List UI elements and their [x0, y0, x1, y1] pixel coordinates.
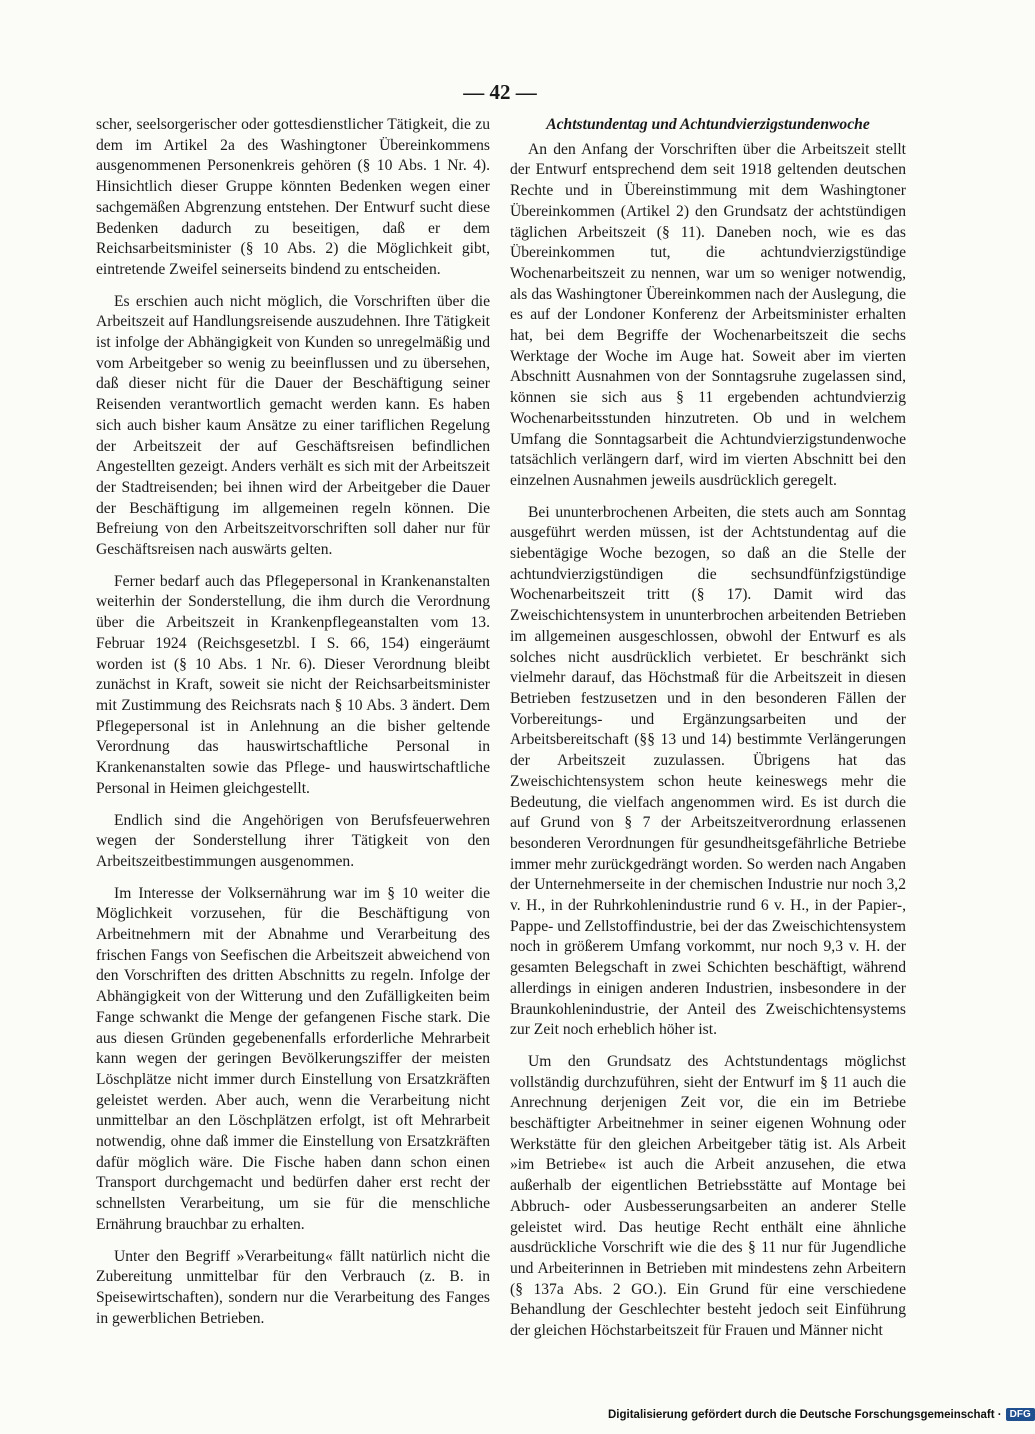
left-column: [96, 115, 490, 1340]
paragraph: Bei ununterbrochenen Arbeiten, die stets auch am Sonntag ausgeführt werden müssen, ist der Achtstundentag auf die siebentägige Woche bezogen, so daß an die Stelle der achtundvierzigstündigen die sechsundfünfzigstündige Wochenarbeitszeit tritt (§ 17). Damit wird das Zweischichtensystem in ununterbrochen arbeitenden Betrieben im allgemeinen ausgeschlossen, obwohl der Entwurf es als solches nicht ausdrücklich verbietet. Er beschränkt sich vielmehr darauf, das Höchstmaß für die Arbeitszeit in diesen Betrieben festzusetzen und in den besonderen Fällen der Vorbereitungs- und Ergänzungsarbeiten und der Arbeitsbereitschaft (§§ 13 und 14) bestimmte Verlängerungen der Arbeitszeit zuzulassen. Übrigens hat das Zweischichtensystem schon heute keineswegs mehr die Bedeutung, die vielfach angenommen wird. Es ist durch die auf Grund von § 7 der Arbeitszeitverordnung erlassenen besonderen Verordnungen für gesundheitsgefährliche Betriebe immer mehr zurückgedrängt worden. So werden nach Angaben der Unternehmerseite in der chemischen Industrie nur noch 3,2 v. H., in der Ruhrkohlenindustrie rund 6 v. H., in der Papier-, Pappe- und Zellstoffindustrie, bei der das Zweischichtensystem noch in größerem Umfang vorkommt, nur noch 9,3 v. H. der gesamten Belegschaft in zwei Schichten beschäftigt, während allerdings in einigen anderen Industrien, insbesondere in der Braunkohlenindustrie, der Anteil des Zweischichtensystems zur Zeit noch erheblich höher ist.: [510, 503, 906, 1039]
dfg-logo: DFG: [1006, 1408, 1035, 1421]
right-column: [510, 115, 906, 1353]
paragraph: Unter den Begriff »Verarbeitung« fällt natürlich nicht die Zubereitung unmittelbar für den Verbrauch (z. B. in Speisewirtschaften), sondern nur die Verarbeitung des Fanges in gewerblichen Betrieben.: [96, 1247, 490, 1327]
footer-text: Digitalisierung gefördert durch die Deutsche Forschungsgemeinschaft ·: [608, 1408, 1002, 1421]
page-number: — 42 —: [463, 80, 537, 104]
paragraph: scher, seelsorgerischer oder gottesdienstlicher Tätigkeit, die zu dem im Artikel 2a des Washingtoner Übereinkommens ausgenommenen Personenkreis gehören (§ 10 Abs. 1 Nr. 4). Hinsichtlich dieser Gruppe könnten Bedenken wegen einer sachgemäßen Abgrenzung entstehen. Der Entwurf sucht diese Bedenken dadurch zu beseitigen, daß er dem Reichsarbeitsminister (§ 10 Abs. 2) die Möglichkeit gibt, eintretende Zweifel seinerseits bindend zu entscheiden.: [96, 116, 490, 278]
section-heading: Achtstundentag und Achtundvierzigstundenwoche: [546, 116, 870, 133]
paragraph: Im Interesse der Volksernährung war im § 10 weiter die Möglichkeit vorzusehen, für die Beschäftigung von Arbeitnehmern mit der Abnahme und Verarbeitung des frischen Fangs von Seefischen die Arbeitszeit abweichend von den Vorschriften des dritten Abschnitts zu regeln. Infolge der Abhängigkeit von der Witterung und den Zufälligkeiten beim Fange schwankt die Menge der gefangenen Fische stark. Die aus diesen Gründen gegebenenfalls erforderliche Mehrarbeit kann wegen der geringen Bevölkerungsziffer der meisten Löschplätze nicht immer durch Einstellung von Ersatzkräften geleistet werden. Aber auch, wenn die Verarbeitung nicht unmittelbar an den Löschplätzen erfolgt, ist oft Mehrarbeit notwendig, ohne daß immer die Einstellung von Ersatzkräften dafür möglich wäre. Die Fische haben dann schon einen Transport durchgemacht und bedürfen daher erst recht der schnellsten Verarbeitung, um sie für die menschliche Ernährung brauchbar zu erhalten.: [96, 884, 490, 1233]
footer: [608, 1408, 1035, 1421]
paragraph: An den Anfang der Vorschriften über die Arbeitszeit stellt der Entwurf entsprechend dem seit 1918 geltenden deutschen Rechte und in Übereinstimmung mit dem Washingtoner Übereinkommen (Artikel 2) den Grundsatz der achtstündigen täglichen Arbeitszeit (§ 11). Daneben noch, wie es das Übereinkommen tut, die achtundvierzigstündige Wochenarbeitszeit zu nennen, war um so weniger notwendig, als das Washingtoner Übereinkommen nach der Auslegung, die es auf der Londoner Konferenz der Arbeitsminister erhalten hat, bei dem Begriffe der Wochenarbeitszeit die sechs Werktage der Woche im Auge hat. Soweit aber im vierten Abschnitt Ausnahmen von der Sonntagsruhe zugelassen sind, können sie sich aus § 11 ergebenden achtundvierzig Wochenarbeitsstunden hinzutreten. Ob und in welchem Umfang die Sonntagsarbeit die Achtundvierzigstundenwoche tatsächlich verlängern darf, wird im vierten Abschnitt bei den einzelnen Ausnahmen jeweils ausdrücklich geregelt.: [510, 140, 906, 489]
paragraph: Endlich sind die Angehörigen von Berufsfeuerwehren wegen der Sonderstellung ihrer Tätigkeit von den Arbeitszeitbestimmungen ausgenommen.: [96, 811, 490, 870]
paragraph: Um den Grundsatz des Achtstundentags möglichst vollständig durchzuführen, sieht der Entwurf im § 11 auch die Anrechnung derjenigen Zeit vor, die ein im Betriebe beschäftigter Arbeitnehmer in seiner eigenen Wohnung oder Werkstätte für den gleichen Arbeitgeber tätig ist. Als Arbeit »im Betriebe« ist auch die Arbeit anzusehen, die etwa außerhalb der eigentlichen Betriebsstätte auf Montage bei Abbruch- oder Ausbesserungsarbeiten an anderer Stelle geleistet wird. Das heutige Recht enthält eine ähnliche ausdrückliche Vorschrift wie die des § 11 nur für Jugendliche und Arbeiterinnen in Betrieben mit mindestens zehn Arbeitern (§ 137a Abs. 2 GO.). Ein Grund für eine verschiedene Behandlung der Geschlechter besteht jedoch seit Einführung der gleichen Höchstarbeitszeit für Frauen und Männer nicht: [510, 1052, 906, 1340]
paragraph: Es erschien auch nicht möglich, die Vorschriften über die Arbeitszeit auf Handlungsreisende auszudehnen. Ihre Tätigkeit ist infolge der Abhängigkeit von Kunden so unregelmäßig und vom Arbeitgeber so wenig zu beeinflussen und zu übersehen, daß dieser nicht für die Dauer der Beschäftigung seiner Reisenden verantwortlich gemacht werden kann. Es haben sich auch bisher kaum Ansätze zu einer tariflichen Regelung der Arbeitszeit der auf Geschäftsreisen befindlichen Angestellten gezeigt. Anders verhält es sich mit der Arbeitszeit der Stadtreisenden; bei ihnen wird der Arbeitgeber die Dauer der Beschäftigung im allgemeinen regeln können. Die Befreiung von den Arbeitszeitvorschriften soll daher nur für Geschäftsreisen nach auswärts gelten.: [96, 292, 490, 559]
paragraph: Ferner bedarf auch das Pflegepersonal in Krankenanstalten weiterhin der Sonderstellung, die ihm durch die Verordnung über die Arbeitszeit in Krankenpflegeanstalten vom 13. Februar 1924 (Reichsgesetzbl. I S. 66, 154) eingeräumt worden ist (§ 10 Abs. 1 Nr. 6). Dieser Verordnung bleibt zunächst in Kraft, soweit sie nicht der Reichsarbeitsminister mit Zustimmung des Reichsrats nach § 10 Abs. 3 ändert. Dem Pflegepersonal ist in Anlehnung an die bisher geltende Verordnung das hauswirtschaftliche Personal in Krankenanstalten sowie das Pflege- und hauswirtschaftliche Personal in Heimen gleichgestellt.: [96, 572, 490, 797]
